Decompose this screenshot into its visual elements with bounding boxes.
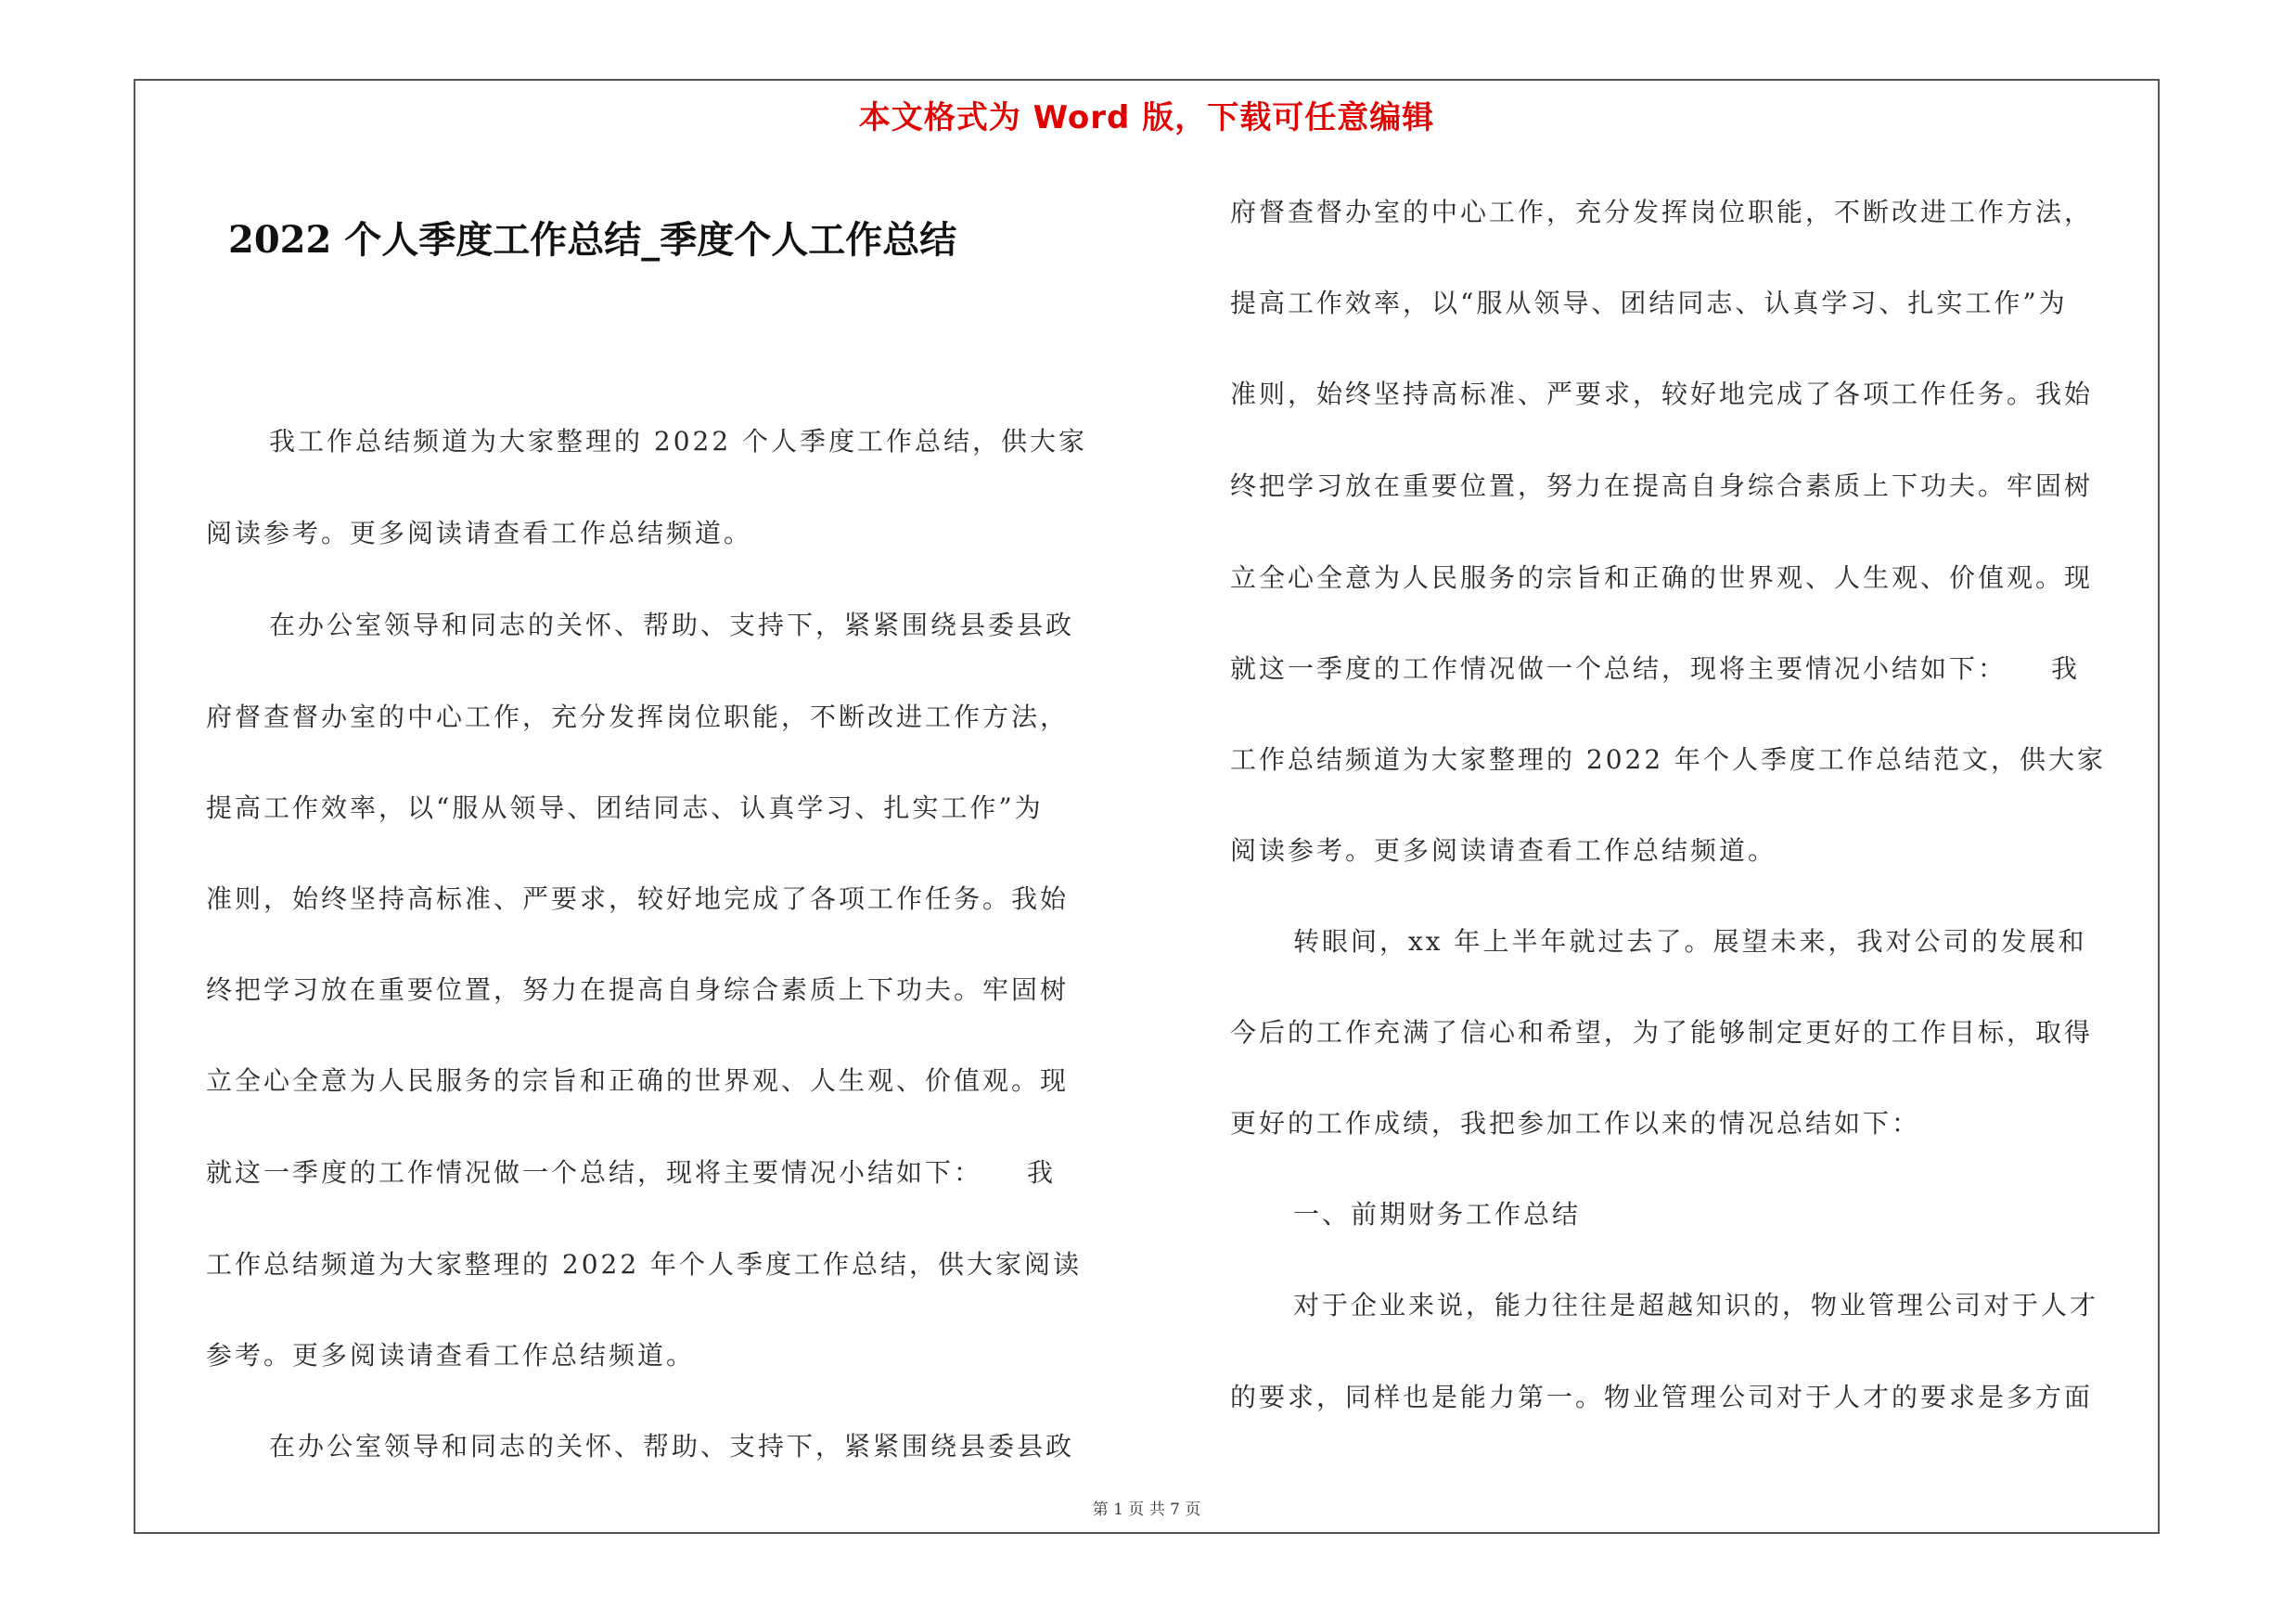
- right-line-6: 就这一季度的工作情况做一个总结，现将主要情况小结如下： 我: [1230, 653, 2081, 684]
- format-banner: 本文格式为 Word 版，下载可任意编辑: [858, 99, 1435, 136]
- left-line-6: 准则，始终坚持高标准、严要求，较好地完成了各项工作任务。我始: [206, 883, 1070, 914]
- page-number: 第 1 页 共 7 页: [1092, 1501, 1201, 1519]
- right-line-14: 的要求，同样也是能力第一。物业管理公司对于人才的要求是多方面: [1230, 1382, 2094, 1412]
- right-line-1: 府督查督办室的中心工作，充分发挥岗位职能，不断改进工作方法，: [1230, 197, 2094, 227]
- left-line-2: 阅读参考。更多阅读请查看工作总结频道。: [206, 518, 753, 548]
- right-line-8: 阅读参考。更多阅读请查看工作总结频道。: [1230, 835, 1777, 866]
- left-line-9: 就这一季度的工作情况做一个总结，现将主要情况小结如下： 我: [206, 1157, 1057, 1188]
- left-line-10: 工作总结频道为大家整理的 2022 年个人季度工作总结，供大家阅读: [206, 1249, 1083, 1280]
- left-line-1: 我工作总结频道为大家整理的 2022 个人季度工作总结，供大家: [269, 426, 1088, 457]
- right-line-11: 更好的工作成绩，我把参加工作以来的情况总结如下：: [1230, 1108, 1921, 1139]
- right-line-5: 立全心全意为人民服务的宗旨和正确的世界观、人生观、价值观。现: [1230, 562, 2094, 593]
- right-line-12: 一、前期财务工作总结: [1293, 1199, 1582, 1230]
- document-title: 2022 个人季度工作总结_季度个人工作总结: [228, 218, 957, 262]
- right-line-7: 工作总结频道为大家整理的 2022 年个人季度工作总结范文，供大家: [1230, 744, 2107, 775]
- left-line-11: 参考。更多阅读请查看工作总结频道。: [206, 1340, 696, 1371]
- right-line-13: 对于企业来说，能力往往是超越知识的，物业管理公司对于人才: [1293, 1290, 2099, 1320]
- left-line-4: 府督查督办室的中心工作，充分发挥岗位职能，不断改进工作方法，: [206, 702, 1070, 732]
- right-line-4: 终把学习放在重要位置，努力在提高自身综合素质上下功夫。牢固树: [1230, 470, 2094, 501]
- left-line-5: 提高工作效率，以“服从领导、团结同志、认真学习、扎实工作”为: [206, 792, 1044, 823]
- right-line-10: 今后的工作充满了信心和希望，为了能够制定更好的工作目标，取得: [1230, 1017, 2094, 1048]
- left-line-8: 立全心全意为人民服务的宗旨和正确的世界观、人生观、价值观。现: [206, 1065, 1070, 1096]
- right-line-3: 准则，始终坚持高标准、严要求，较好地完成了各项工作任务。我始: [1230, 379, 2094, 409]
- left-line-7: 终把学习放在重要位置，努力在提高自身综合素质上下功夫。牢固树: [206, 974, 1070, 1005]
- left-line-3: 在办公室领导和同志的关怀、帮助、支持下，紧紧围绕县委县政: [269, 610, 1075, 640]
- left-line-12: 在办公室领导和同志的关怀、帮助、支持下，紧紧围绕县委县政: [269, 1431, 1075, 1462]
- right-line-2: 提高工作效率，以“服从领导、团结同志、认真学习、扎实工作”为: [1230, 288, 2068, 318]
- page-frame: [134, 79, 2160, 1534]
- right-line-9: 转眼间，xx 年上半年就过去了。展望未来，我对公司的发展和: [1293, 926, 2087, 957]
